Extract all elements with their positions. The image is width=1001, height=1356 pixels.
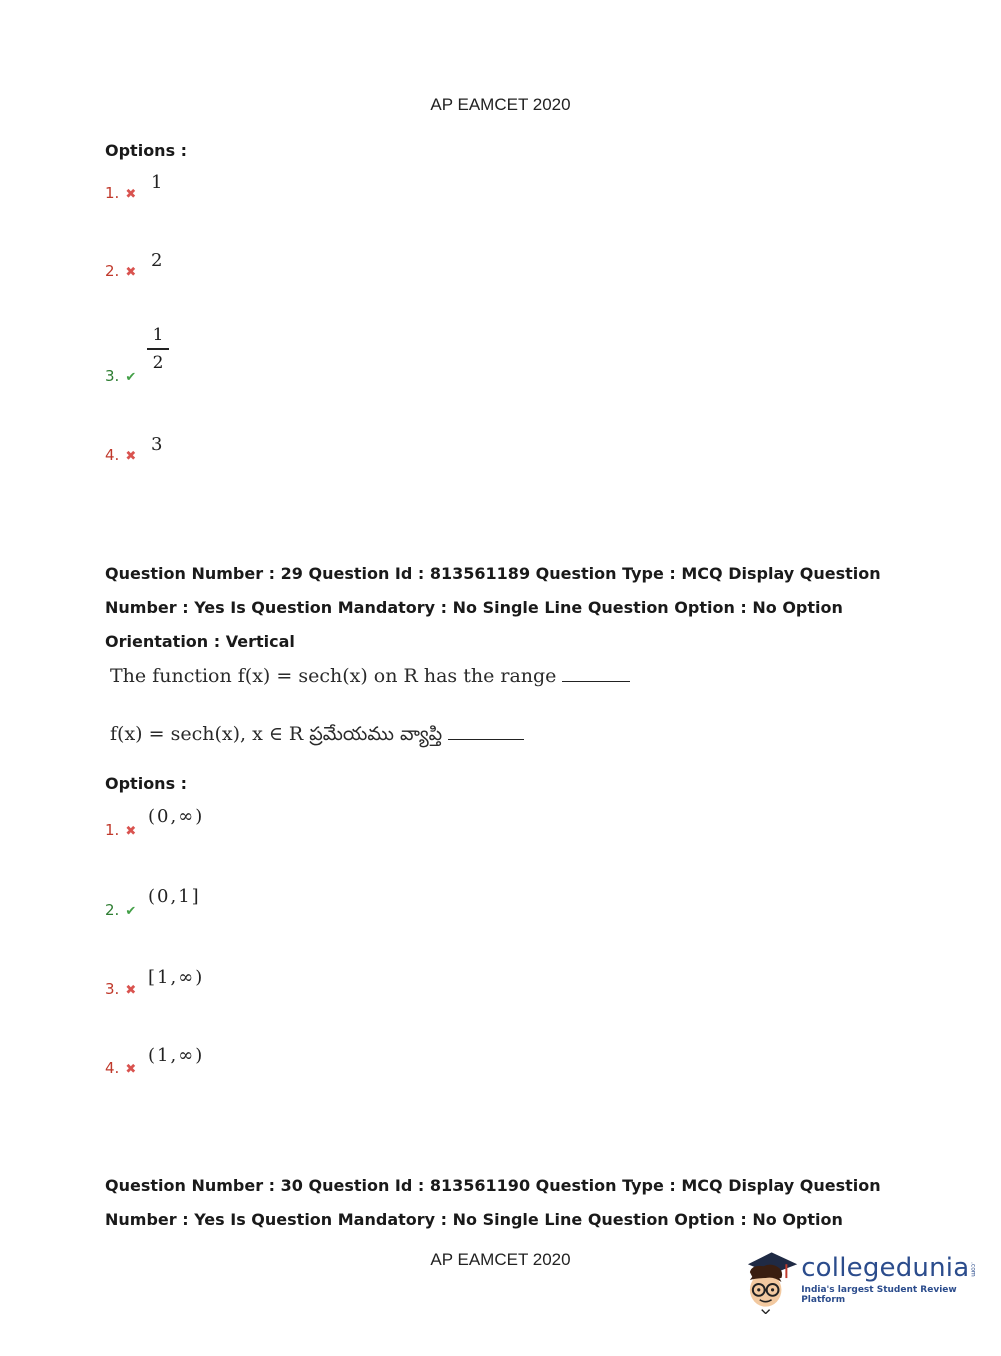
cross-icon: ✖ bbox=[125, 187, 137, 202]
denominator: 2 bbox=[152, 352, 164, 373]
question-text-english: The function f(x) = sech(x) on R has the range bbox=[110, 665, 630, 687]
option-number: 2. ✔ bbox=[105, 901, 137, 919]
brand-suffix: .com bbox=[969, 1262, 977, 1277]
fraction-bar bbox=[147, 348, 169, 350]
check-icon: ✔ bbox=[125, 904, 137, 919]
collegedunia-logo[interactable] bbox=[742, 1250, 1001, 1314]
cross-icon: ✖ bbox=[125, 824, 137, 839]
brand-tagline: India's largest Student Review Platform bbox=[801, 1285, 957, 1305]
option-number: 4. ✖ bbox=[105, 1059, 137, 1077]
logo-text bbox=[801, 1253, 1001, 1305]
option-number: 1. ✖ bbox=[105, 184, 137, 202]
option-value: [1,∞) bbox=[148, 967, 205, 988]
cross-icon: ✖ bbox=[125, 1062, 137, 1077]
option-value: 3 bbox=[151, 434, 163, 455]
options-label: Options : bbox=[105, 774, 188, 793]
option-value: (0,∞) bbox=[148, 806, 205, 827]
options-label: Options : bbox=[105, 141, 188, 160]
check-icon: ✔ bbox=[125, 370, 137, 385]
option-number: 4. ✖ bbox=[105, 446, 137, 464]
option-number: 2. ✖ bbox=[105, 262, 137, 280]
question-text-telugu: f(x) = sech(x), x ∈ R ప్రమేయము వ్యాప్తి bbox=[110, 723, 524, 750]
student-mascot-icon bbox=[742, 1250, 799, 1314]
question-meta-line: Orientation : Vertical bbox=[105, 632, 295, 651]
option-value: (0,1] bbox=[148, 886, 201, 907]
page-header: AP EAMCET 2020 bbox=[430, 95, 571, 114]
option-number: 3. ✔ bbox=[105, 367, 137, 385]
answer-blank bbox=[562, 681, 630, 682]
question-meta-line: Number : Yes Is Question Mandatory : No Single Line Question Option : No Option bbox=[105, 598, 843, 617]
answer-blank bbox=[448, 739, 524, 740]
option-value: 2 bbox=[151, 250, 163, 271]
page-footer: AP EAMCET 2020 bbox=[430, 1250, 571, 1269]
option-value: (1,∞) bbox=[148, 1045, 205, 1066]
question-meta-line: Number : Yes Is Question Mandatory : No Single Line Question Option : No Option bbox=[105, 1210, 843, 1229]
cross-icon: ✖ bbox=[125, 449, 137, 464]
question-meta-line: Question Number : 29 Question Id : 813561189 Question Type : MCQ Display Question bbox=[105, 564, 881, 583]
option-number: 1. ✖ bbox=[105, 821, 137, 839]
numerator: 1 bbox=[152, 325, 164, 345]
cross-icon: ✖ bbox=[125, 265, 137, 280]
question-meta-line: Question Number : 30 Question Id : 813561190 Question Type : MCQ Display Question bbox=[105, 1176, 881, 1195]
option-value-fraction bbox=[147, 325, 169, 373]
cross-icon: ✖ bbox=[125, 983, 137, 998]
option-value: 1 bbox=[151, 172, 163, 193]
option-number: 3. ✖ bbox=[105, 980, 137, 998]
brand-name: collegedunia bbox=[801, 1253, 970, 1283]
